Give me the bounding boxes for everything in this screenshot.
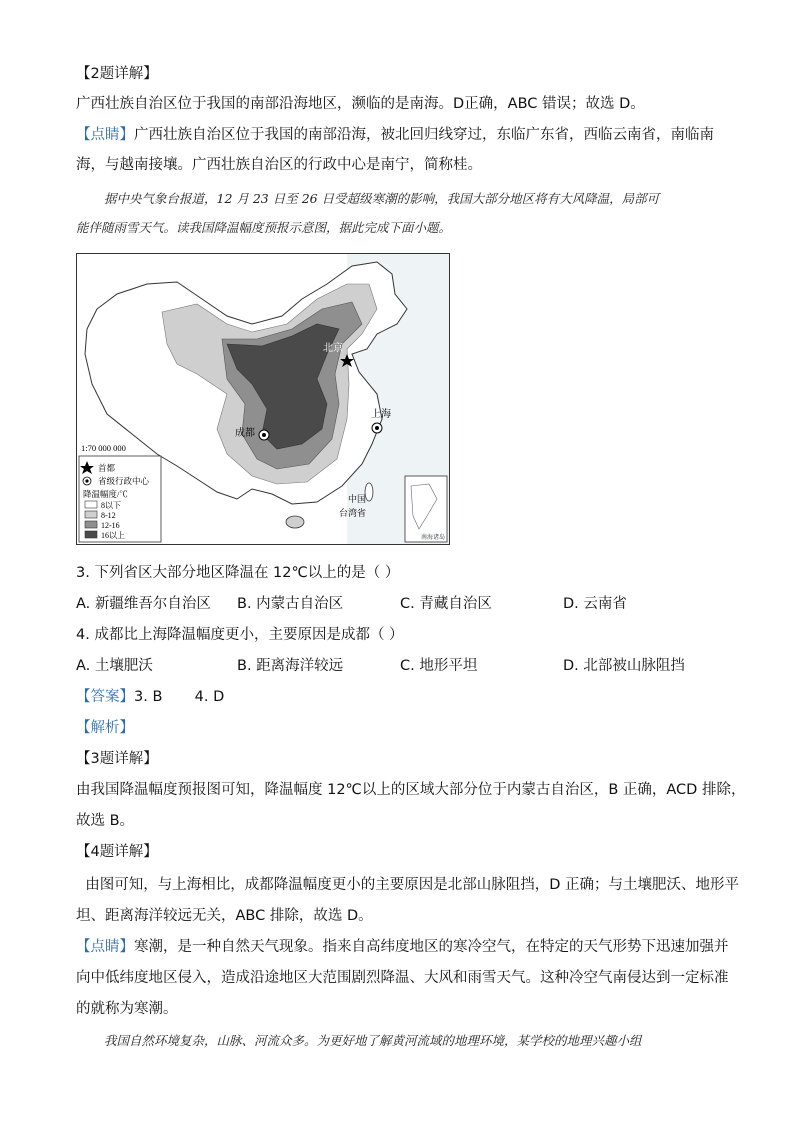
note2-label: 【点睛】 xyxy=(76,939,134,955)
note1-label: 【点睛】 xyxy=(76,127,134,143)
legend-capital: 首都 xyxy=(98,463,116,473)
note2-line3: 的就称为寒潮。 xyxy=(76,1001,178,1017)
answer-label: 【答案】 xyxy=(76,689,134,705)
q4-option-c[interactable]: C. 地形平坦 xyxy=(400,658,478,674)
inset-label: 南海诸岛 xyxy=(421,535,446,541)
legend-item-2: 8-12 xyxy=(101,511,116,520)
q4-detail-line1: 由图可知，与上海相比，成都降温幅度更小的主要原因是北部山脉阻挡，D 正确；与土壤肥沃、地形平 xyxy=(76,877,739,893)
legend-item-4: 16以上 xyxy=(101,531,125,540)
legend-item-1: 8以下 xyxy=(101,501,121,510)
q4-option-d[interactable]: D. 北部被山脉阻挡 xyxy=(563,658,685,674)
answer-line xyxy=(76,687,224,707)
taiwan-label: 台湾省 xyxy=(339,508,367,518)
q3-option-c[interactable]: C. 青藏自治区 xyxy=(400,596,492,612)
note2-line1 xyxy=(76,937,729,957)
legend-item-3: 12-16 xyxy=(101,521,120,530)
q4-option-b[interactable]: B. 距离海洋较远 xyxy=(237,658,344,674)
answer-value: 3. B 4. D xyxy=(134,689,225,705)
note2-text1: 寒潮，是一种自然天气现象。指来自高纬度地区的寒冷空气，在特定的天气形势下迅速加强并 xyxy=(134,939,729,955)
q4-detail-heading: 【4题详解】 xyxy=(76,844,158,860)
q2-detail-text: 广西壮族自治区位于我国的南部沿海地区，濒临的是南海。D正确，ABC 错误；故选 D。 xyxy=(76,96,645,112)
tail-line: 我国自然环境复杂，山脉、河流众多。为更好地了解黄河流域的地理环境，某学校的地理兴趣小组 xyxy=(104,1033,642,1048)
china-label: 中国 xyxy=(348,494,367,504)
map-scale: 1:70 000 000 xyxy=(81,443,126,453)
beijing-label: 北京 xyxy=(323,343,343,354)
cooling-forecast-map xyxy=(76,253,450,545)
note1-line1 xyxy=(76,125,714,145)
legend-provincial: 省级行政中心 xyxy=(98,476,150,486)
q3-option-b[interactable]: B. 内蒙古自治区 xyxy=(237,596,344,612)
q4-detail-line2: 坦、距离海洋较远无关，ABC 排除，故选 D。 xyxy=(76,908,373,924)
analysis-label: 【解析】 xyxy=(76,720,134,736)
q3-stem: 3. 下列省区大部分地区降温在 12℃以上的是（ ） xyxy=(76,565,400,581)
intro-line1: 据中央气象台报道，12 月 23 日至 26 日受超级寒潮的影响，我国大部分地区将有大风降温，局部可 xyxy=(104,191,660,206)
q2-detail-heading: 【2题详解】 xyxy=(76,66,158,82)
intro-line2: 能伴随雨雪天气。读我国降温幅度预报示意图，据此完成下面小题。 xyxy=(76,220,452,235)
note1-line2: 海，与越南接壤。广西壮族自治区的行政中心是南宁，简称桂。 xyxy=(76,157,482,173)
q4-option-a[interactable]: A. 土壤肥沃 xyxy=(76,658,153,674)
map-legend xyxy=(79,456,161,542)
note1-text1: 广西壮族自治区位于我国的南部沿海，被北回归线穿过，东临广东省，西临云南省，南临南 xyxy=(134,127,714,143)
chengdu-label: 成都 xyxy=(235,428,255,439)
q3-option-d[interactable]: D. 云南省 xyxy=(563,596,627,612)
q3-detail-line1: 由我国降温幅度预报图可知，降温幅度 12℃以上的区域大部分位于内蒙古自治区，B 正确，ACD 排除， xyxy=(76,782,746,798)
q4-stem: 4. 成都比上海降温幅度更小，主要原因是成都（ ） xyxy=(76,627,404,643)
shanghai-label: 上海 xyxy=(371,409,391,420)
q3-option-a[interactable]: A. 新疆维吾尔自治区 xyxy=(76,596,211,612)
q3-detail-line2: 故选 B。 xyxy=(76,813,135,829)
legend-title: 降温幅度/℃ xyxy=(83,489,128,499)
q3-detail-heading: 【3题详解】 xyxy=(76,751,158,767)
note2-line2: 向中低纬度地区侵入，造成沿途地区大范围剧烈降温、大风和雨雪天气。这种冷空气南侵达到一定标准 xyxy=(76,970,729,986)
